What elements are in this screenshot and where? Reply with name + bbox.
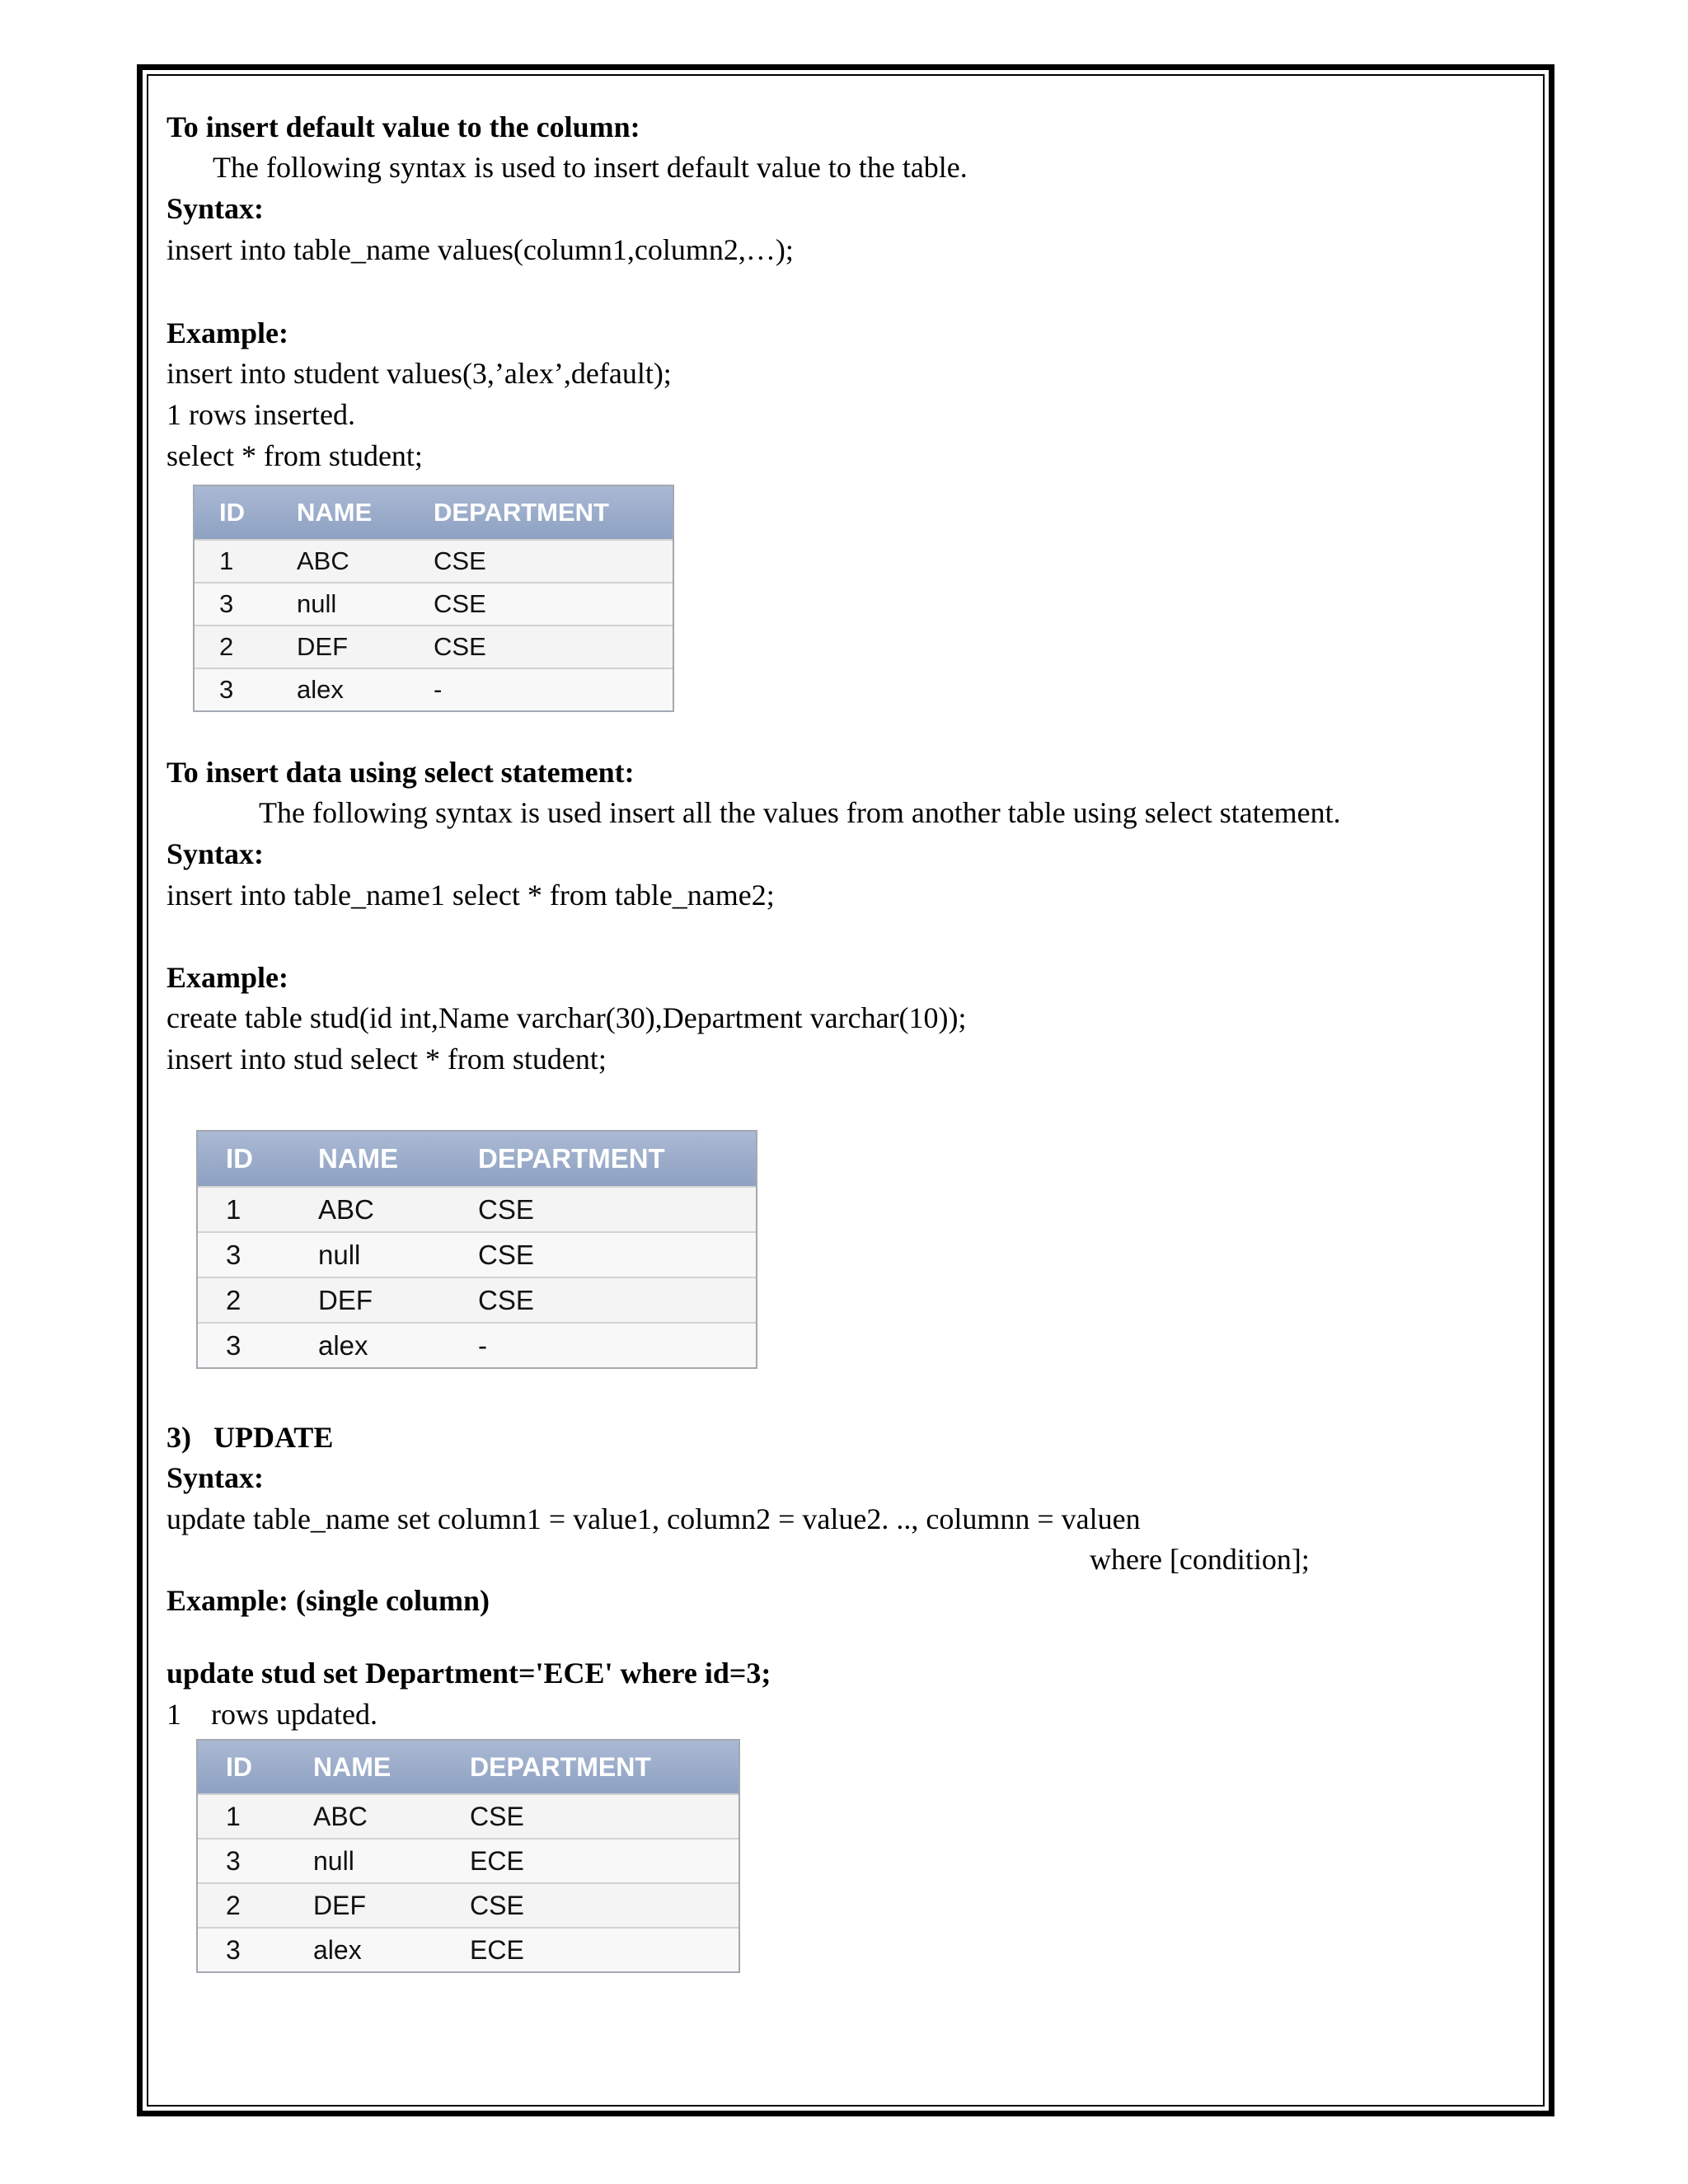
table-cell: null — [297, 589, 337, 618]
table-cell: DEF — [313, 1891, 366, 1920]
table-header — [198, 1132, 756, 1186]
table-cell: 3 — [226, 1846, 241, 1876]
section1-example-label: Example: — [166, 316, 288, 349]
table-cell: 3 — [219, 675, 234, 704]
table-cell: 1 — [226, 1802, 241, 1831]
section3-result-number: 1 — [166, 1698, 181, 1731]
section1-example-line: select * from student; — [166, 439, 423, 472]
section1-description: The following syntax is used to insert default value to the table. — [213, 151, 968, 184]
stud-table-updated — [196, 1739, 740, 1973]
section2-syntax: insert into table_name1 select * from table_name2; — [166, 879, 775, 912]
table-cell: CSE — [434, 546, 486, 575]
table-cell: CSE — [470, 1891, 524, 1920]
table-cell: ECE — [470, 1935, 524, 1965]
table-row — [195, 625, 673, 668]
table-row — [198, 1793, 738, 1838]
section3-syntax-line1: update table_name set column1 = value1, column2 = value2. .., columnn = valuen — [166, 1502, 1141, 1535]
table-cell: CSE — [434, 632, 486, 661]
section1-example-line: 1 rows inserted. — [166, 398, 355, 431]
table-cell: alex — [313, 1935, 362, 1965]
section3-example-query: update stud set Department='ECE' where id=3; — [166, 1657, 771, 1690]
table-row — [195, 582, 673, 625]
table-cell: ABC — [297, 546, 349, 575]
table-cell: ABC — [313, 1802, 368, 1831]
section3-heading: 3) UPDATE — [166, 1421, 334, 1454]
section2-example-line: insert into stud select * from student; — [166, 1043, 607, 1076]
table-row — [198, 1322, 756, 1367]
table-row — [198, 1927, 738, 1971]
table-cell: CSE — [478, 1194, 534, 1225]
student-table-default — [193, 485, 674, 712]
column-header: NAME — [297, 498, 373, 527]
table-row — [198, 1231, 756, 1277]
section2-description: The following syntax is used insert all the values from another table using select statement. — [259, 796, 1341, 829]
section2-example-label: Example: — [166, 961, 288, 994]
table-cell: 3 — [226, 1240, 241, 1270]
column-header: DEPARTMENT — [470, 1752, 651, 1782]
table-cell: ABC — [318, 1194, 374, 1225]
table-cell: 1 — [226, 1194, 241, 1225]
section1-example-line: insert into student values(3,’alex’,default); — [166, 357, 672, 390]
section3-example-label: Example: (single column) — [166, 1584, 490, 1617]
section1-syntax-label: Syntax: — [166, 192, 265, 225]
section2-example-line: create table stud(id int,Name varchar(30),Department varchar(10)); — [166, 1001, 967, 1034]
table-cell: null — [318, 1240, 361, 1270]
table-cell: 2 — [226, 1285, 241, 1315]
section1-syntax: insert into table_name values(column1,column2,…); — [166, 233, 794, 266]
table-row — [198, 1882, 738, 1927]
column-header: DEPARTMENT — [434, 498, 609, 527]
table-cell: 2 — [219, 632, 234, 661]
table-row — [198, 1838, 738, 1882]
column-header: ID — [226, 1143, 253, 1174]
table-cell: null — [313, 1846, 354, 1876]
table-cell: alex — [318, 1330, 368, 1361]
column-header: NAME — [313, 1752, 392, 1782]
table-cell: 3 — [226, 1935, 241, 1965]
column-header: DEPARTMENT — [478, 1143, 665, 1174]
table-cell: alex — [297, 675, 344, 704]
table-cell: CSE — [434, 589, 486, 618]
table-header — [198, 1741, 738, 1793]
table-row — [195, 668, 673, 710]
table-cell: 3 — [219, 589, 234, 618]
table-cell: DEF — [297, 632, 348, 661]
table-cell: CSE — [478, 1240, 534, 1270]
section3-result-text: rows updated. — [211, 1698, 377, 1731]
section3-syntax-line2: where [condition]; — [1090, 1543, 1310, 1576]
table-row — [198, 1186, 756, 1231]
table-row — [195, 539, 673, 582]
table-cell: 2 — [226, 1891, 241, 1920]
section3-syntax-label: Syntax: — [166, 1461, 265, 1494]
table-row — [198, 1277, 756, 1322]
section2-heading: To insert data using select statement: — [166, 756, 635, 789]
table-cell: - — [434, 675, 443, 704]
table-cell: CSE — [478, 1285, 534, 1315]
table-cell: CSE — [470, 1802, 524, 1831]
stud-table-insert-select — [196, 1130, 757, 1369]
section2-syntax-label: Syntax: — [166, 837, 265, 870]
table-cell: 1 — [219, 546, 234, 575]
section1-heading: To insert default value to the column: — [166, 110, 640, 143]
column-header: ID — [219, 498, 245, 527]
table-header — [195, 486, 673, 539]
table-cell: DEF — [318, 1285, 373, 1315]
table-cell: ECE — [470, 1846, 524, 1876]
table-cell: - — [478, 1330, 487, 1361]
column-header: ID — [226, 1752, 252, 1782]
table-cell: 3 — [226, 1330, 241, 1361]
column-header: NAME — [318, 1143, 399, 1174]
